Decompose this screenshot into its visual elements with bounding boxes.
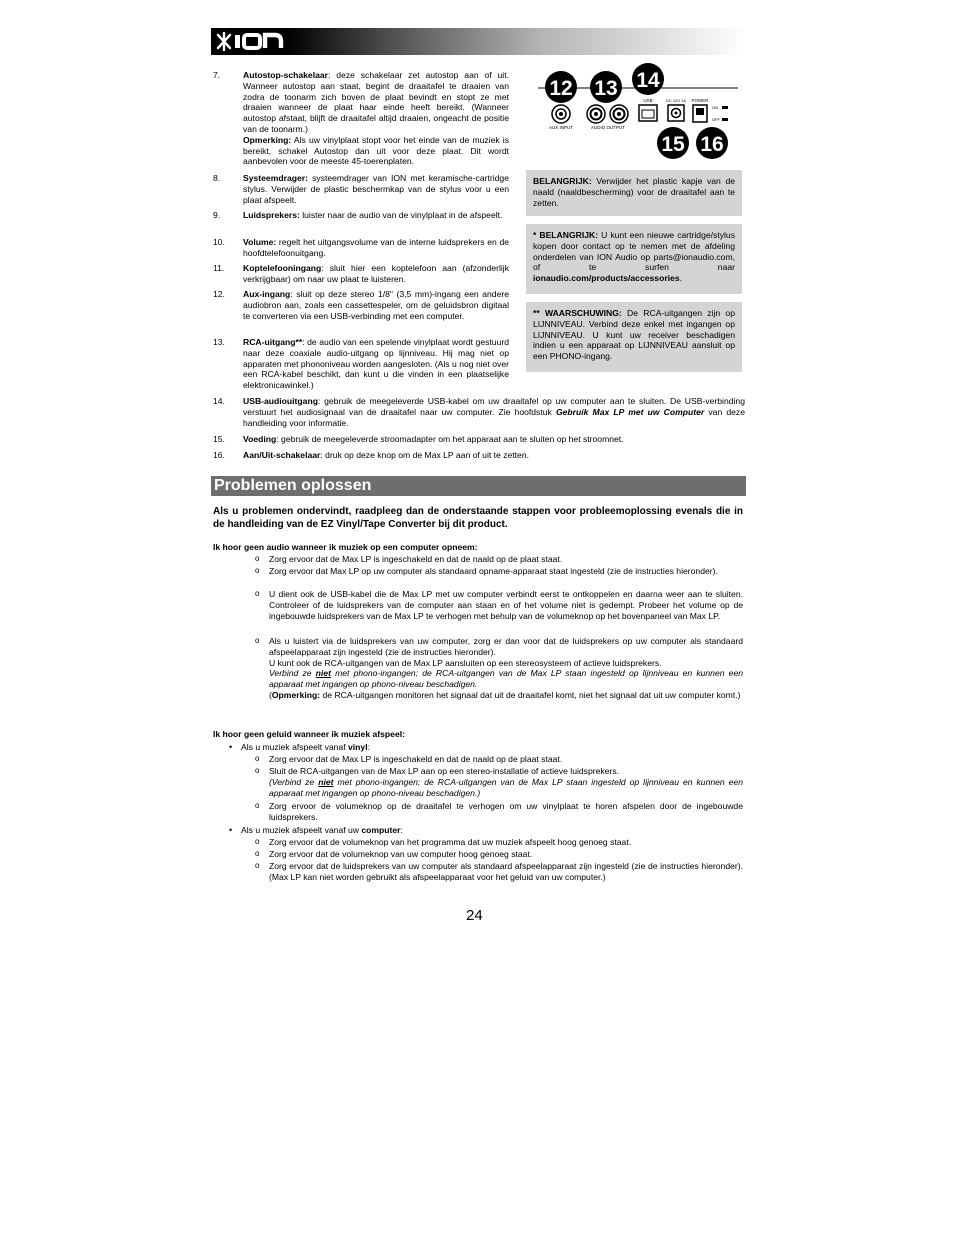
bullet-text: Als u muziek afspeelt vanaf uw — [241, 825, 362, 835]
note-text: U kunt een nieuwe cartridge/stylus kopen door contact op te nemen met de afdeling onderdelen van ION Audio op parts@ionaudio.com, of te surfen naar — [533, 230, 735, 273]
note-important — [526, 170, 742, 216]
bullet-circle: o — [255, 861, 260, 870]
item-number: 13. — [213, 337, 225, 347]
item-text: : gebruik de meegeleverde USB-kabel om uw draaitafel op uw computer aan te sluiten. De USB-verbinding verstuurt het audiosignaal van de draaitafel naar uw computer. Zie hoofdstuk — [243, 396, 745, 417]
item-number: 12. — [213, 289, 225, 299]
item-text: : de audio van een spelende vinylplaat wordt gestuurd naar deze coaxiale audio-uitgang op lijnniveau. Hij mag niet op apparaten met phononiveau worden aangesloten. (Als u nog niet over een RCA-kabel beschikt, dan kunt u die vinden in een plaatselijke elektronicawinkel.) — [243, 337, 509, 391]
note-end: . — [679, 273, 683, 284]
remark-text: de RCA-uitgangen monitoren het signaal dat uit de draaitafel komt, niet het signaal dat uit uw computer komt.) — [320, 689, 741, 700]
warning-emphasis: niet — [318, 776, 334, 787]
bullet-text: Zorg ervoor dat de volumeknop van het programma dat uw muziek afspeelt hoog genoeg staat. — [269, 837, 632, 847]
item-number: 8. — [213, 173, 221, 183]
bullet-circle: o — [255, 589, 260, 598]
accessories-link[interactable]: ionaudio.com/products/accessories — [533, 273, 680, 284]
warning-text: (Verbind ze — [269, 776, 319, 787]
troubleshooting-intro: Als u problemen ondervindt, raadpleeg dan de onderstaande stappen voor probleemoplossing evenals die in de handleiding van de EZ Vinyl/Tape Converter bij dit product. — [213, 506, 743, 530]
bullet-text: Zorg ervoor de volumeknop op de draaitafel te verhogen om uw vinylplaat te horen afspelen door de ingebouwde luidsprekers. — [269, 801, 743, 822]
bullet-dot: • — [229, 742, 233, 752]
item-text: systeemdrager van ION met keramische-cartridge stylus. Verwijder de plastic beschermkap van de stylus voor u een plaat afspeelt. — [243, 173, 509, 205]
item-text: regelt het uitgangsvolume van de interne luidsprekers en de hoofdtelefoonuitgang. — [243, 237, 509, 258]
warning-text: met phono-ingangen; de RCA-uitgangen van de Max LP staan ingesteld op lijnniveau en kunnen een apparaat met ingangen op phono-niveau beschadigen. — [269, 668, 744, 690]
item-number: 7. — [213, 70, 221, 80]
svg-text:12: 12 — [549, 77, 573, 100]
warning-text: Verbind ze — [269, 668, 316, 679]
power-label: POWER — [691, 98, 709, 103]
item-number: 16. — [213, 450, 225, 460]
bullet-text: Zorg ervoor dat de luidsprekers van uw computer als standaard afspeelapparaat zijn ingesteld (zie de instructies hieronder). (Max LP kan niet worden gebruikt als afspeelapparaat voor het geluid van uw computer.) — [269, 861, 743, 882]
list-item — [255, 566, 743, 577]
item-label: Voeding — [243, 434, 277, 444]
list-item — [255, 801, 743, 823]
trouble-heading-recording: Ik hoor geen audio wanneer ik muziek op een computer opneem: — [213, 542, 478, 552]
item-label: Koptelefooningang — [243, 263, 322, 273]
list-item — [255, 589, 743, 621]
item-label: Autostop-schakelaar — [243, 70, 329, 80]
note-text: Als uw vinylplaat stopt voor het einde van de muziek is bereikt, schakel Autostop dan uit voor deze plaat. Dit wordt aanbevolen voor de meeste 45-toerenplaten. — [243, 134, 509, 167]
item-label: USB-audiouitgang — [243, 396, 318, 406]
page-number: 24 — [466, 907, 483, 924]
bullet-text: Zorg ervoor dat de Max LP is ingeschakeld en dat de naald op de plaat staat. — [269, 754, 563, 764]
svg-text:14: 14 — [636, 69, 660, 92]
note-label: Opmerking: — [243, 134, 292, 145]
trouble-heading-playback: Ik hoor geen geluid wanneer ik muziek afspeel: — [213, 729, 405, 739]
usb-port — [639, 105, 657, 121]
warning-emphasis: niet — [315, 668, 331, 679]
usb-label: USB — [643, 98, 653, 103]
list-item — [255, 766, 744, 798]
aux-input-jack — [552, 105, 570, 123]
bullet-emphasis: vinyl — [348, 742, 368, 752]
callout-13 — [590, 71, 622, 103]
bullet-emphasis: computer — [361, 825, 401, 835]
item-label: Aan/Uit-schakelaar — [243, 450, 321, 460]
callout-14 — [632, 63, 664, 95]
note-label: ** WAARSCHUWING: — [533, 308, 622, 318]
item-text: : deze schakelaar zet autostop aan of uit. Wanneer autostop aan staat, begint de draaitafel te draaien van zodra de toonarm zich boven de plaat bevindt en stopt ze met draaien wanneer de plaat haar einde heeft bereikt. (Wanneer autostop afstaat, blijft de draaitafel altijd draaien, ongeacht de positie van de toonarm.) — [243, 70, 509, 134]
on-label: ON — [712, 105, 718, 110]
remark-label: Opmerking: — [271, 689, 321, 700]
bullet-text: Als u luistert via de luidsprekers van uw computer, zorg er dan voor dat de luidsprekers op uw computer als standaard afspeelapparaat zijn ingesteld (zie de instructies hieronder). — [269, 636, 743, 657]
note-important-parts — [526, 224, 742, 294]
header-bar — [211, 28, 746, 55]
dc-power-jack — [668, 105, 684, 121]
rear-panel-diagram — [528, 60, 740, 164]
list-item — [255, 837, 743, 848]
item-number: 11. — [213, 263, 225, 273]
list-item: o Als u luistert via de luidsprekers van uw computer, zorg er dan voor dat de luidsprekers op uw computer als standaard afspeelapparaat zijn ingesteld (zie de instructies hieronder). U kunt ook de RCA-uitgangen van de Max LP aansluiten op een stereosysteem of actieve luidsprekers. Verbind ze niet met phono-ingangen; de RCA-uitgangen van de Max LP staan ingesteld op lijnniveau en kunnen een apparaat met ingangen op phono-niveau beschadigen. (Opmerking: de RCA-uitgangen monitoren het signaal dat uit de draaitafel komt, niet het signaal dat uit uw computer komt.) — [255, 636, 744, 700]
dc-label: DC 12V 1A — [665, 98, 687, 103]
item-label: Aux-ingang — [243, 289, 291, 299]
item-label: Volume: — [243, 237, 277, 247]
item-text: : sluit hier een koptelefoon aan (afzonderlijk verkrijgbaar) om naar uw plaat te luisteren. — [243, 263, 509, 284]
off-indicator — [722, 118, 728, 121]
callout-15 — [657, 127, 689, 159]
note-warning — [526, 302, 742, 372]
power-switch — [693, 105, 707, 122]
on-indicator — [722, 106, 728, 109]
item-text: luister naar de audio van de vinylplaat in de afspeelt. — [299, 210, 503, 220]
list-item: • Als u muziek afspeelt vanaf uw computer: — [229, 825, 403, 835]
list-item — [255, 554, 743, 565]
bullet-circle: o — [255, 554, 260, 563]
bullet-circle: o — [255, 566, 260, 575]
item-label: RCA-uitgang** — [243, 337, 303, 347]
off-label: OFF — [712, 117, 720, 122]
item-text: : druk op deze knop om de Max LP aan of uit te zetten. — [320, 450, 529, 460]
ion-logo — [215, 30, 287, 53]
item-label: Systeemdrager: — [243, 173, 308, 183]
bullet-text: Zorg ervoor dat Max LP op uw computer als standaard opname-apparaat staat ingesteld (zie de instructies hieronder). — [269, 566, 718, 576]
bullet-circle: o — [255, 754, 260, 763]
note-label: BELANGRIJK: — [533, 176, 592, 186]
item-number: 10. — [213, 237, 225, 247]
bullet-text: U dient ook de USB-kabel die de Max LP met uw computer verbindt eerst te ontkoppelen en daarna weer aan te sluiten. Controleer of de luidsprekers van de computer aan staan en of het volume niet is gedempt. Probeer het volume op de ingebouwde luidsprekers van de Max LP te verhogen met behulp van de volumeknop op het bovenpaneel van Max LP. — [269, 589, 743, 621]
note-label: * BELANGRIJK: — [533, 230, 599, 240]
aux-input-label: AUX INPUT — [548, 125, 574, 130]
callout-12 — [545, 71, 577, 103]
bullet-circle: o — [255, 636, 260, 645]
item-number: 14. — [213, 396, 225, 406]
svg-text:16: 16 — [700, 133, 724, 156]
chapter-reference: Gebruik Max LP met uw Computer — [555, 406, 705, 417]
list-item: • Als u muziek afspeelt vanaf vinyl: — [229, 742, 370, 752]
svg-text:15: 15 — [661, 133, 685, 156]
callout-16 — [696, 127, 728, 159]
item-text-after: van deze handleiding voor informatie. — [243, 406, 745, 428]
svg-text:13: 13 — [594, 77, 618, 100]
bullet-circle: o — [255, 837, 260, 846]
note-text: De RCA-uitgangen zijn op LIJNNIVEAU. Verbind deze enkel met ingangen op LIJNNIVEAU. U kunt uw receiver beschadigen indien u een apparaat op LIJNNIVEAU aansluit op een PHONO-ingang. — [533, 308, 735, 362]
item-label: Luidsprekers: — [243, 210, 300, 220]
bullet-text-extra: U kunt ook de RCA-uitgangen van de Max LP aansluiten op een stereosysteem of actieve luidsprekers. — [269, 657, 662, 668]
item-number: 9. — [213, 210, 221, 220]
item-number: 15. — [213, 434, 225, 444]
rca-output-jacks — [587, 105, 628, 123]
bullet-text: Zorg ervoor dat de volumeknop van uw computer hoog genoeg staat. — [269, 849, 533, 859]
warning-text: met phono-ingangen; de RCA-uitgangen van de Max LP staan ingesteld op lijnniveau en kunnen een apparaat met ingangen op phono-niveau beschadigen.) — [269, 776, 744, 798]
bullet-circle: o — [255, 766, 260, 775]
bullet-text: Als u muziek afspeelt vanaf — [241, 742, 348, 752]
bullet-circle: o — [255, 849, 260, 858]
audio-output-label: AUDIO OUTPUT — [590, 125, 626, 130]
bullet-circle: o — [255, 801, 260, 810]
item-text: : gebruik de meegeleverde stroomadapter om het apparaat aan te sluiten op het stroomnet. — [276, 434, 624, 444]
list-item — [255, 849, 743, 860]
bullet-text: Zorg ervoor dat de Max LP is ingeschakeld en dat de naald op de plaat staat. — [269, 554, 563, 564]
bullet-dot: • — [229, 825, 233, 835]
item-text: : sluit op deze stereo 1/8" (3,5 mm)-ingang een andere audiobron aan, zoals een cassettespeler, om de geluidsbron digitaal te converteren via een USB-verbinding met een computer. — [243, 289, 509, 321]
section-title: Problemen oplossen — [211, 476, 746, 496]
list-item — [255, 754, 743, 765]
bullet-text: Sluit de RCA-uitgangen van de Max LP aan op een stereo-installatie of actieve luidsprekers. — [269, 766, 620, 776]
list-item — [255, 861, 743, 883]
note-text: Verwijder het plastic kapje van de naald (naaldbescherming) voor de draaitafel aan te zetten. — [533, 176, 735, 208]
